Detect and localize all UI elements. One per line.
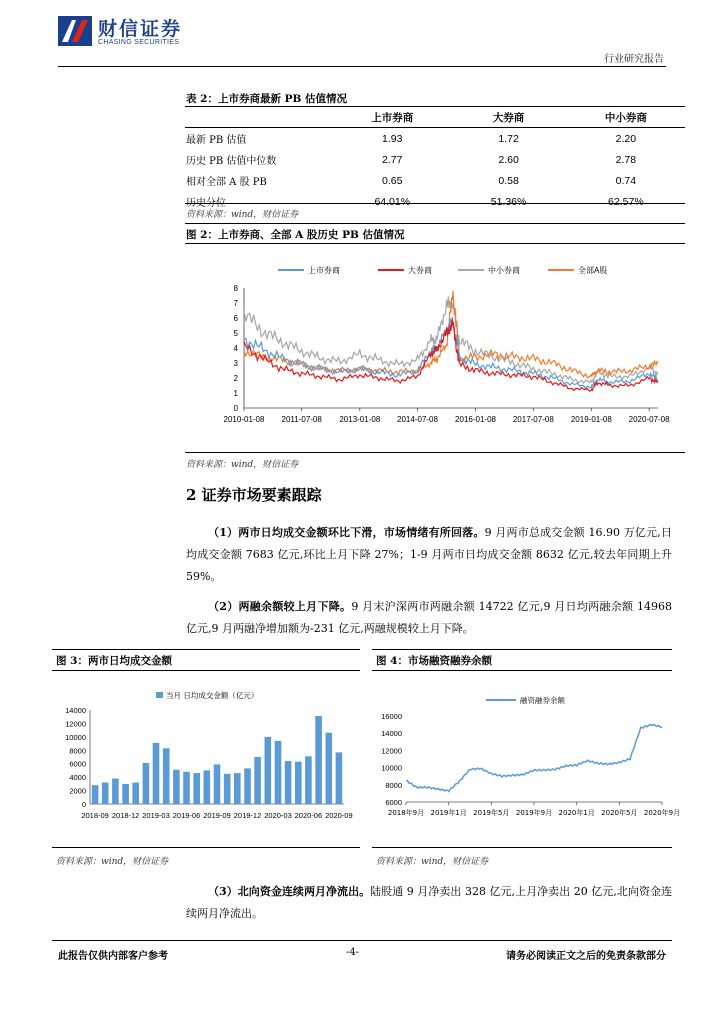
paragraph-1-body: 9 月两市总成交金额 16.90 万亿元,日均成交金额 7683 亿元,环比上月下降 27%；1-9 月两市日均成交金额 8632 亿元,较去年同期上升 59%。: [186, 526, 673, 583]
table-row: [185, 149, 685, 170]
x-tick-label: 2014-07-08: [397, 415, 438, 424]
y-tick-label: 3: [233, 359, 238, 368]
table-cell: 62.57%: [608, 195, 644, 208]
logo-cn: 财信证券: [98, 18, 183, 40]
x-tick-label: 2017-07-08: [512, 415, 554, 424]
x-tick-label: 2016-01-08: [455, 415, 496, 424]
x-tick-label: 2020-03: [264, 811, 292, 820]
table-cell: 0.74: [615, 174, 637, 187]
series-line-1: [244, 320, 658, 392]
logo-en: CHASING SECURITIES: [98, 39, 180, 46]
bar-2018-10: [102, 783, 109, 805]
fig3-caption: 图 3：两市日均成交金额: [56, 655, 172, 667]
report-type: 行业研究报告: [604, 54, 664, 65]
series-line-3: [244, 291, 658, 378]
footer-rule: [52, 940, 672, 941]
x-tick-label: 2018年9月: [387, 809, 425, 817]
logo-icon: [58, 16, 92, 46]
footer-disclaimer-left: 此报告仅供内部客户参考: [58, 951, 168, 962]
margin-balance-line: [406, 724, 662, 791]
header-rule: [58, 66, 666, 67]
paragraph-3: [186, 881, 672, 925]
fig4-caption: 图 4：市场融资融券余额: [376, 655, 492, 667]
table-cell: 0.58: [498, 174, 519, 187]
bar-2020-05: [295, 762, 302, 804]
x-tick-label: 2019-12: [233, 811, 262, 820]
y-tick-label: 2000: [69, 786, 86, 796]
row-label: 历史 PB 估值中位数: [186, 156, 277, 167]
y-tick-label: 10000: [381, 763, 402, 773]
bar-2020-02: [265, 737, 272, 804]
column-header: 上市券商: [334, 107, 450, 128]
pb-history-chart: [222, 258, 672, 430]
y-tick-label: 7: [233, 299, 238, 308]
bar-2019-03: [153, 743, 160, 804]
table-cell: 1.72: [498, 132, 519, 145]
x-tick-label: 2019-09: [203, 811, 231, 820]
column-header: 大券商: [450, 107, 566, 128]
paragraph-3-body: 陆股通 9 月净卖出 328 亿元,上月净卖出 20 亿元,北向资金连续两月净流出。: [186, 885, 672, 920]
table-cell: 64.01%: [374, 195, 411, 208]
column-header: 中小券商: [567, 107, 685, 128]
pb-table: [185, 107, 685, 212]
row-label: 最新 PB 估值: [186, 135, 247, 146]
bar-2018-09: [92, 785, 99, 804]
bar-2020-07: [315, 716, 322, 804]
y-tick-label: 12000: [65, 719, 86, 729]
bar-2019-04: [163, 748, 170, 804]
bar-2020-08: [326, 733, 333, 804]
bar-2019-02: [143, 763, 150, 804]
bar-2020-04: [285, 761, 292, 804]
paragraph-3-lead: （3）北向资金连续两月净流出。: [208, 885, 371, 898]
table-cell: 2.78: [615, 153, 637, 166]
fig3-source: 资料来源：wind，财信证券: [56, 857, 169, 867]
y-tick-label: 0: [233, 404, 238, 413]
footer-disclaimer-right: 请务必阅读正文之后的免责条款部分: [506, 951, 666, 962]
y-tick-label: 16000: [381, 712, 402, 721]
bar-2019-06: [183, 772, 190, 804]
table2-source: 资料来源：wind，财信证券: [186, 210, 299, 220]
x-tick-label: 2013-01-08: [339, 415, 381, 424]
table-header-row: [185, 107, 685, 128]
y-tick-label: 8000: [385, 780, 402, 790]
table-cell: 2.77: [382, 153, 403, 166]
x-tick-label: 2020年9月: [643, 809, 681, 817]
x-tick-label: 2019-06: [172, 811, 201, 820]
y-tick-label: 6000: [69, 759, 86, 769]
x-tick-label: 2019-01-08: [570, 415, 612, 424]
table2-caption: 表 2：上市券商最新 PB 估值情况: [186, 93, 348, 105]
bar-2019-01: [132, 783, 139, 805]
paragraph-1-lead: （1）两市日均成交金额环比下滑，市场情绪有所回落。: [208, 526, 485, 539]
section-title: 2 证券市场要素跟踪: [186, 486, 322, 504]
bar-2019-12: [244, 768, 251, 804]
x-tick-label: 2020年5月: [601, 809, 638, 817]
table-cell: 51.36%: [490, 195, 527, 208]
legend-swatch: [156, 692, 163, 698]
fig4-source: 资料来源：wind，财信证券: [376, 857, 489, 867]
table-cell: 2.20: [615, 132, 637, 145]
paragraph-2: [186, 596, 672, 640]
daily-turnover-chart: [52, 680, 352, 828]
table-row: [185, 170, 685, 191]
row-label: 历史分位: [186, 198, 226, 209]
legend-label: 上市券商: [308, 266, 340, 275]
legend-label: 中小券商: [488, 266, 520, 275]
bar-2019-09: [214, 764, 221, 804]
legend-label: 融资融券余额: [520, 696, 565, 705]
y-tick-label: 8: [233, 284, 238, 293]
y-tick-label: 6000: [385, 798, 402, 807]
bar-2020-03: [275, 741, 282, 804]
y-tick-label: 2: [233, 374, 238, 383]
x-tick-label: 2019年1月: [430, 809, 467, 817]
table-cell: 0.65: [382, 174, 403, 187]
y-tick-label: 4000: [69, 773, 86, 783]
y-tick-label: 14000: [65, 706, 86, 715]
x-tick-label: 2020-07-08: [628, 415, 670, 424]
bar-2019-08: [204, 770, 211, 804]
legend-label: 大券商: [408, 266, 432, 275]
bar-2019-11: [234, 773, 241, 804]
paragraph-1: [186, 522, 672, 588]
y-tick-label: 12000: [381, 746, 402, 756]
y-tick-label: 0: [81, 800, 86, 809]
bar-2018-12: [122, 784, 129, 804]
x-tick-label: 2010-01-08: [223, 415, 265, 424]
x-tick-label: 2019年5月: [473, 809, 510, 817]
bar-2019-07: [193, 773, 200, 804]
y-tick-label: 4: [233, 344, 238, 353]
table-cell: 2.60: [498, 153, 519, 166]
y-tick-label: 5: [233, 329, 238, 338]
bar-2019-10: [224, 774, 231, 804]
bar-2018-11: [112, 779, 119, 805]
fig2-caption: 图 2：上市券商、全部 A 股历史 PB 估值情况: [186, 229, 405, 241]
fig2-source: 资料来源：wind，财信证券: [186, 460, 299, 470]
bar-2020-06: [305, 756, 312, 804]
header-logo: [58, 14, 218, 48]
paragraph-2-body: 9 月末沪深两市两融余额 14722 亿元,9 月日均两融余额 14968 亿元,9 月两融净增加额为-231 亿元,两融规模较上月下降。: [186, 600, 673, 635]
page-number: -4-: [346, 947, 360, 958]
bar-2019-05: [173, 770, 180, 804]
bar-2020-09: [336, 752, 343, 804]
y-tick-label: 14000: [381, 729, 402, 739]
table-cell: 1.93: [382, 132, 403, 145]
y-tick-label: 1: [233, 389, 238, 398]
x-tick-label: 2020年1月: [558, 809, 595, 817]
x-tick-label: 2018-09: [81, 811, 109, 820]
margin-balance-chart: [370, 680, 681, 828]
legend-label: 全部A股: [578, 266, 608, 275]
bar-2020-01: [254, 757, 261, 804]
table-row: [185, 128, 685, 150]
x-tick-label: 2019年9月: [515, 809, 553, 817]
y-tick-label: 6: [233, 314, 238, 323]
y-tick-label: 8000: [69, 746, 86, 756]
legend-label: 当月 日均成交金额（亿元）: [166, 691, 259, 700]
paragraph-2-lead: （2）两融余额较上月下降。: [208, 600, 352, 613]
y-tick-label: 10000: [65, 732, 86, 742]
x-tick-label: 2020-06: [294, 811, 323, 820]
x-tick-label: 2018-12: [111, 811, 140, 820]
x-tick-label: 2019-03: [142, 811, 170, 820]
x-tick-label: 2020-09: [325, 811, 353, 820]
row-label: 相对全部 A 股 PB: [186, 177, 267, 188]
x-tick-label: 2011-07-08: [281, 415, 322, 424]
